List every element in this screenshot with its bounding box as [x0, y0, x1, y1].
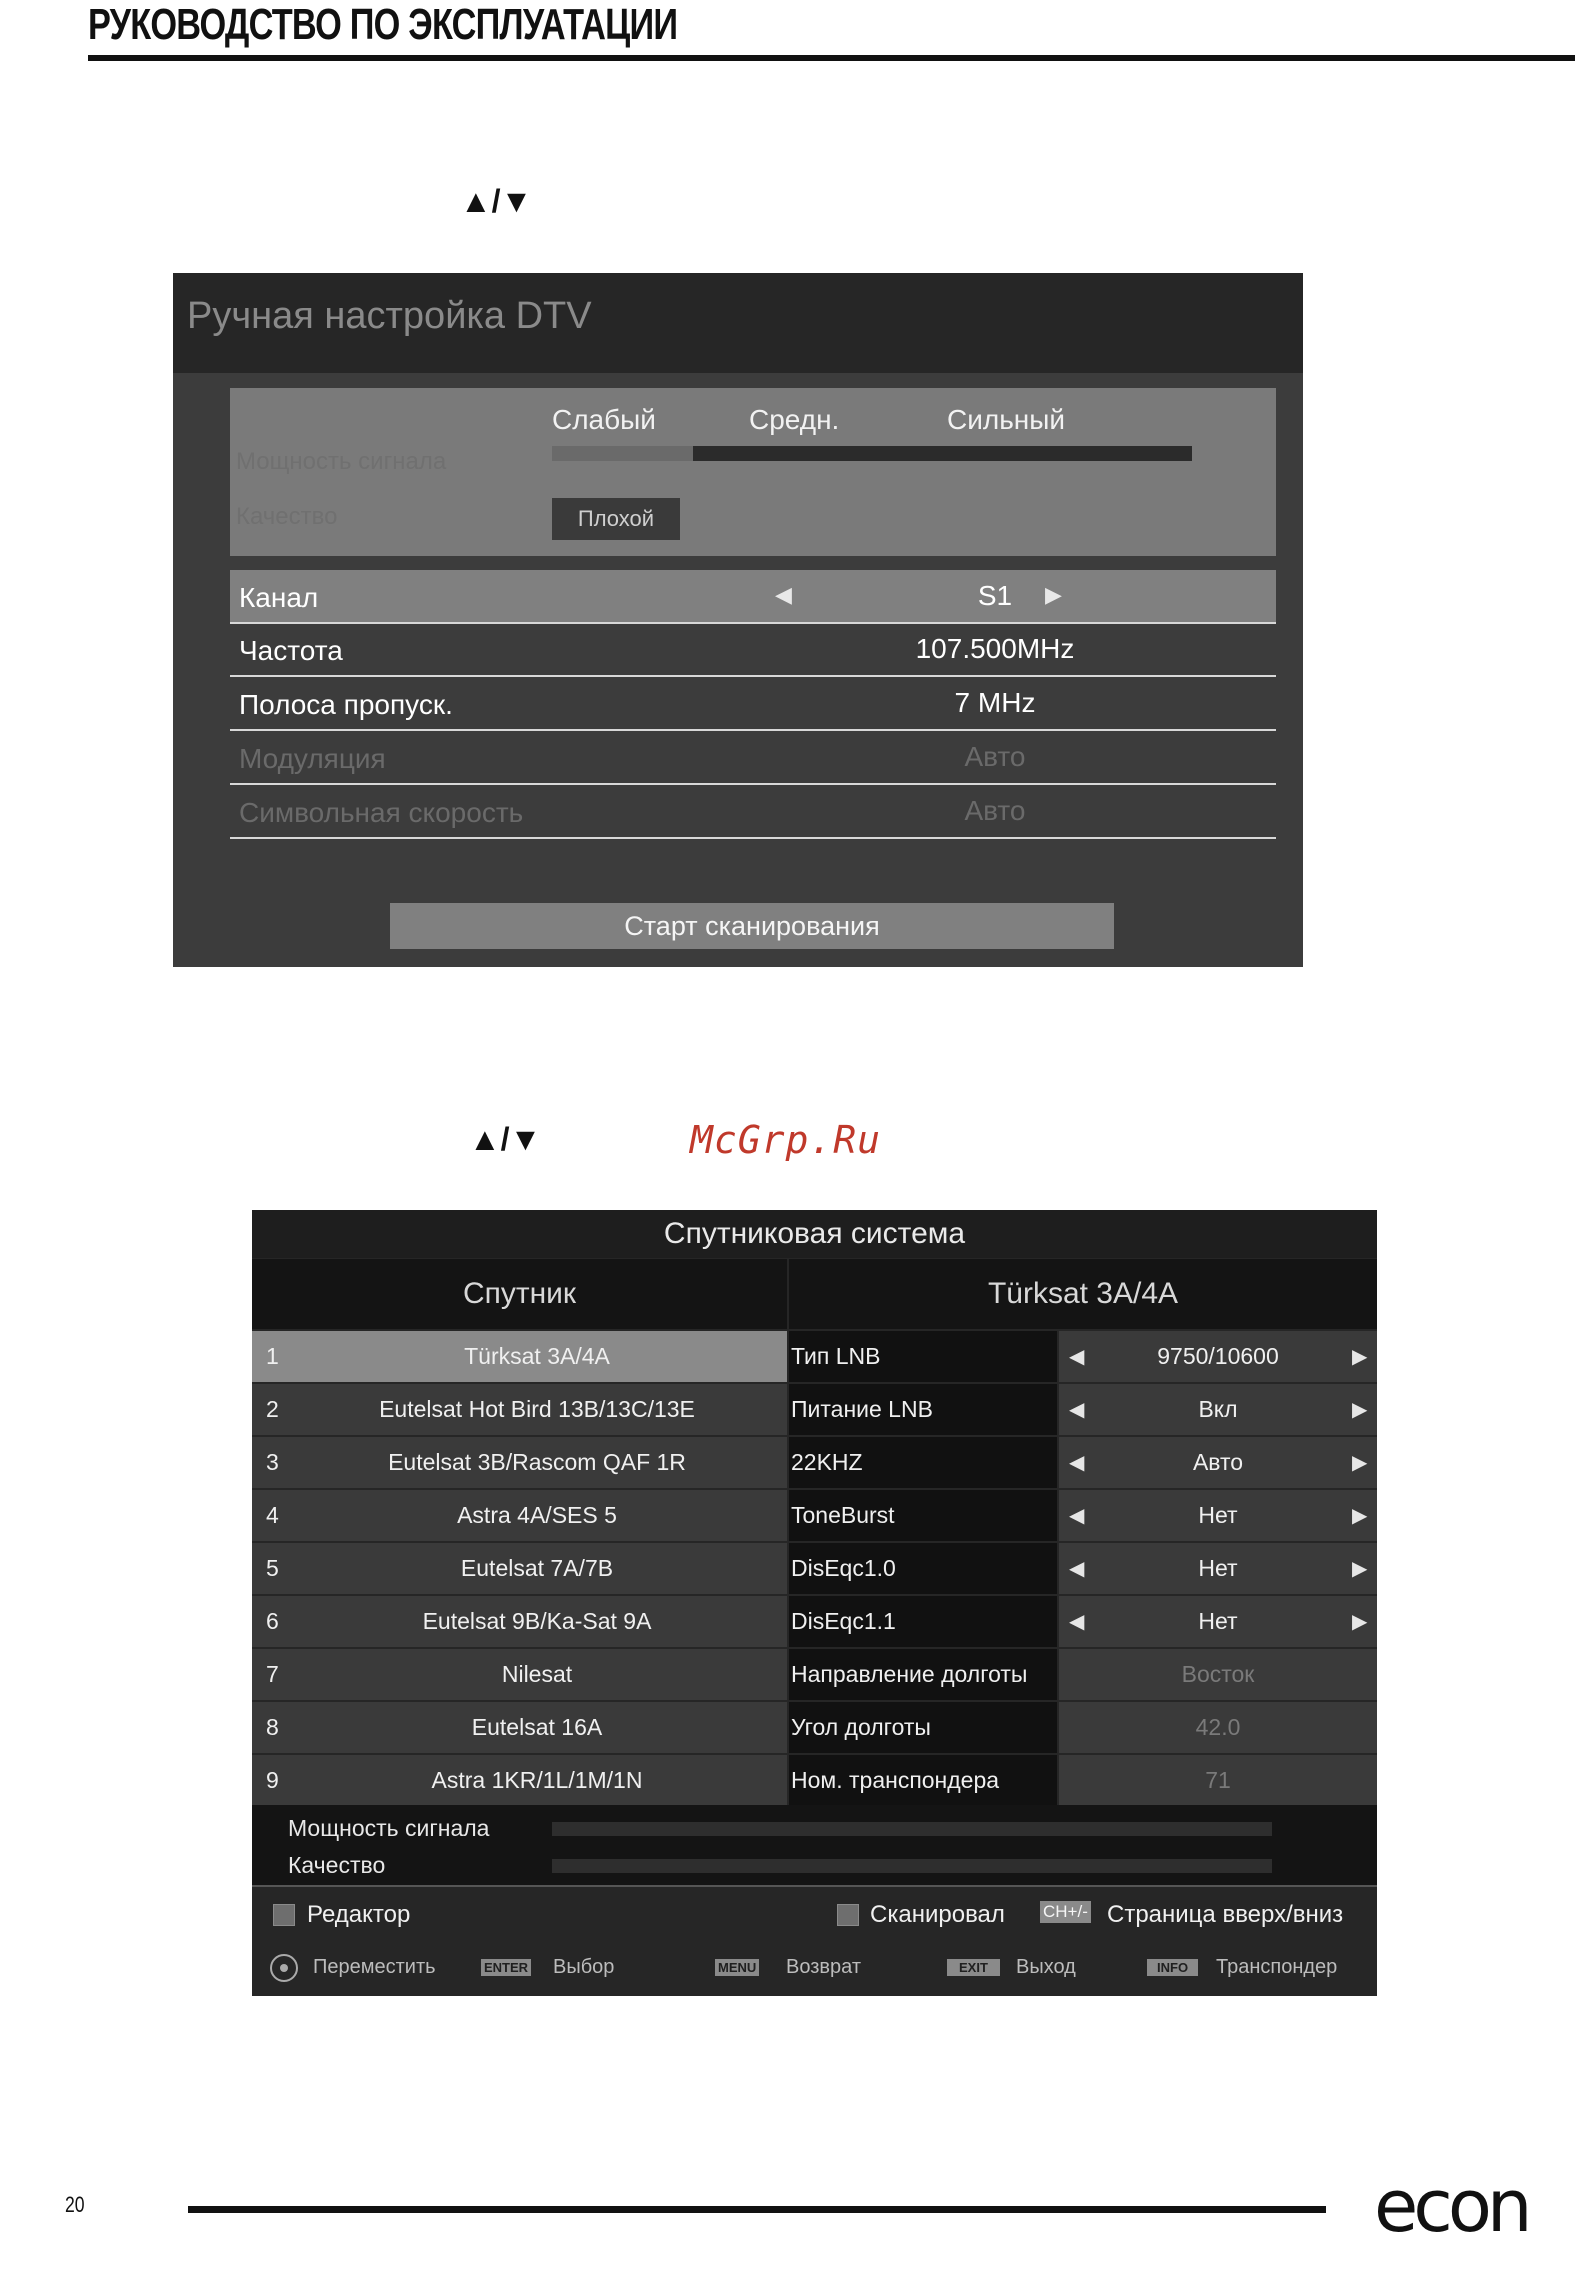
satellite-list-item[interactable] [252, 1596, 787, 1649]
watermark: McGrp.Ru [690, 1118, 882, 1162]
arrow-left-icon[interactable]: ◀ [1069, 1611, 1085, 1633]
arrow-left-icon[interactable]: ◀ [775, 582, 792, 607]
satellite-system-screen [252, 1210, 1377, 1996]
satellite-number: 7 [266, 1661, 279, 1687]
arrow-right-icon[interactable]: ▶ [1352, 1399, 1368, 1421]
select-hint: Выбор [553, 1956, 615, 1978]
tuning-row[interactable] [230, 570, 1276, 624]
arrow-right-icon[interactable]: ▶ [1352, 1558, 1368, 1580]
signal-strength-fill [552, 446, 693, 461]
satellite-name: Eutelsat 9B/Ka-Sat 9A [422, 1608, 652, 1634]
param-value-cell[interactable] [1059, 1384, 1377, 1437]
param-value-cell[interactable] [1059, 1596, 1377, 1649]
tuning-row-label: Частота [239, 635, 343, 666]
arrow-left-icon[interactable]: ◀ [1069, 1399, 1085, 1421]
quality-bar [552, 1859, 1272, 1873]
page-header: РУКОВОДСТВО ПО ЭКСПЛУАТАЦИИ [88, 0, 678, 49]
tuning-row-label: Канал [239, 582, 319, 613]
satellite-number: 3 [266, 1449, 279, 1475]
manual-tuning-title: Ручная настройка DTV [187, 295, 592, 337]
param-value: 9750/10600 [1157, 1343, 1279, 1369]
arrow-right-icon[interactable]: ▶ [1045, 582, 1062, 607]
signal-strength-faint-label: Мощность сигнала [236, 448, 447, 475]
signal-panel [230, 388, 1276, 556]
move-hint: Переместить [313, 1956, 436, 1978]
satellite-name: Eutelsat 7A/7B [460, 1555, 614, 1581]
tuning-row-label: Символьная скорость [239, 797, 524, 828]
signal-level-medium: Средн. [749, 404, 840, 435]
tuning-row-label: Модуляция [239, 743, 386, 774]
param-value: Нет [1198, 1555, 1238, 1581]
param-label-cell [789, 1490, 1057, 1543]
selected-satellite-header: Türksat 3A/4A [789, 1259, 1377, 1329]
param-value: Нет [1198, 1502, 1238, 1528]
satellite-list-item[interactable] [252, 1649, 787, 1702]
tuning-row-value: Авто [964, 795, 1026, 826]
param-label: DisEqc1.1 [791, 1608, 896, 1634]
arrows-2: ▲/▼ [469, 1121, 542, 1157]
satellite-list-item[interactable] [252, 1702, 787, 1755]
transponder-hint: Транспондер [1216, 1956, 1338, 1978]
param-label-cell [789, 1649, 1057, 1702]
param-value: 42.0 [1195, 1714, 1241, 1740]
tuning-row-value: Авто [964, 741, 1026, 772]
tuning-row-value: 7 MHz [954, 687, 1036, 718]
param-value: Нет [1198, 1608, 1238, 1634]
tuning-row-value: 107.500MHz [915, 633, 1075, 664]
manual-tuning-title-bar [173, 273, 1303, 373]
signal-level-weak: Слабый [552, 404, 656, 435]
editor-checkbox[interactable] [273, 1904, 295, 1926]
param-value: Восток [1181, 1661, 1255, 1687]
arrow-right-icon[interactable]: ▶ [1352, 1505, 1368, 1527]
param-value-cell[interactable] [1059, 1543, 1377, 1596]
tuning-row-value: S1 [977, 580, 1013, 611]
param-value: 71 [1205, 1767, 1231, 1793]
satellite-number: 9 [266, 1767, 279, 1793]
param-label-cell [789, 1596, 1057, 1649]
param-label-cell [789, 1437, 1057, 1490]
satellite-name: Astra 4A/SES 5 [457, 1502, 617, 1528]
param-label-cell [789, 1543, 1057, 1596]
satellite-list-item[interactable] [252, 1755, 787, 1808]
menu-key: MENU [715, 1959, 759, 1976]
param-label-cell [789, 1755, 1057, 1808]
scan-checkbox[interactable] [837, 1904, 859, 1926]
scan-label: Сканировал [870, 1901, 1005, 1928]
satellite-number: 1 [266, 1343, 279, 1369]
param-label-cell [789, 1384, 1057, 1437]
arrow-left-icon[interactable]: ◀ [1069, 1558, 1085, 1580]
satellite-column-header: Спутник [252, 1259, 787, 1329]
satellite-list-item[interactable] [252, 1437, 787, 1490]
param-label: 22KHZ [791, 1449, 863, 1475]
editor-label: Редактор [307, 1901, 411, 1928]
satellite-number: 6 [266, 1608, 279, 1634]
param-label: Направление долготы [791, 1661, 1028, 1687]
exit-key: EXIT [947, 1959, 1000, 1976]
satellite-name: Eutelsat 3B/Rascom QAF 1R [388, 1449, 686, 1475]
signal-strength-bar [552, 446, 1192, 461]
param-label: DisEqc1.0 [791, 1555, 896, 1581]
param-label: Угол долготы [791, 1714, 931, 1740]
arrow-right-icon[interactable]: ▶ [1352, 1452, 1368, 1474]
exit-hint: Выход [1016, 1956, 1076, 1978]
start-scan-button[interactable]: Старт сканирования [390, 903, 1114, 949]
param-value-cell[interactable] [1059, 1437, 1377, 1490]
page-updown-label: Страница вверх/вниз [1107, 1901, 1344, 1928]
param-label: Питание LNB [791, 1396, 933, 1422]
param-label: Тип LNB [791, 1343, 881, 1369]
page-number: 20 [65, 2192, 85, 2217]
param-label: ToneBurst [791, 1502, 895, 1528]
tuning-row[interactable] [230, 677, 1276, 731]
arrow-right-icon[interactable]: ▶ [1352, 1611, 1368, 1633]
tuning-row[interactable] [230, 623, 1276, 677]
footer-rule [188, 2206, 1326, 2213]
ch-key: CH+/- [1040, 1901, 1091, 1923]
satellite-footer [252, 1887, 1377, 1996]
tuning-row-label: Полоса пропуск. [239, 689, 453, 720]
satellite-list-item[interactable] [252, 1331, 787, 1384]
satellite-number: 4 [266, 1502, 279, 1528]
satellite-list-item[interactable] [252, 1490, 787, 1543]
satellite-list-item[interactable] [252, 1543, 787, 1596]
back-hint: Возврат [786, 1956, 861, 1978]
info-key: INFO [1147, 1959, 1198, 1976]
satellite-name: Astra 1KR/1L/1M/1N [431, 1767, 643, 1793]
signal-quality-faint-label: Качество [236, 503, 338, 530]
arrows-1: ▲/▼ [460, 183, 533, 219]
tuning-row[interactable] [230, 731, 1276, 785]
param-label: Ном. транспондера [791, 1767, 1000, 1793]
satellite-list-item[interactable] [252, 1384, 787, 1437]
satellite-number: 5 [266, 1555, 279, 1581]
satellite-system-title: Спутниковая система [252, 1210, 1377, 1258]
signal-level-strong: Сильный [947, 404, 1066, 435]
enter-key: ENTER [481, 1959, 531, 1976]
tuning-row[interactable] [230, 785, 1276, 839]
param-value-cell[interactable] [1059, 1490, 1377, 1543]
satellite-name: Eutelsat 16A [471, 1714, 603, 1740]
arrow-left-icon[interactable]: ◀ [1069, 1452, 1085, 1474]
manual-tuning-screen [173, 273, 1303, 967]
satellite-name: Türksat 3A/4A [464, 1343, 610, 1369]
signal-strength-bar [552, 1822, 1272, 1836]
header-rule [88, 55, 1575, 61]
param-value-cell[interactable] [1059, 1649, 1377, 1702]
satellite-number: 8 [266, 1714, 279, 1740]
param-value: Вкл [1198, 1396, 1238, 1422]
signal-strength-label: Мощность сигнала [288, 1815, 490, 1841]
param-label-cell [789, 1331, 1057, 1384]
satellite-number: 2 [266, 1396, 279, 1422]
navigation-pad-icon [270, 1954, 298, 1982]
arrow-left-icon[interactable]: ◀ [1069, 1505, 1085, 1527]
signal-area [252, 1805, 1377, 1885]
param-value-cell[interactable] [1059, 1702, 1377, 1755]
arrow-right-icon[interactable]: ▶ [1352, 1346, 1368, 1368]
quality-indicator: Плохой [552, 498, 680, 540]
quality-label: Качество [288, 1852, 386, 1878]
satellite-name: Eutelsat Hot Bird 13B/13C/13E [379, 1396, 695, 1422]
param-value: Авто [1192, 1449, 1244, 1475]
satellite-name: Nilesat [501, 1661, 573, 1687]
econ-logo: econ [1374, 2164, 1528, 2248]
param-value-cell[interactable] [1059, 1331, 1377, 1384]
arrow-left-icon[interactable]: ◀ [1069, 1346, 1085, 1368]
param-label-cell [789, 1702, 1057, 1755]
param-value-cell[interactable] [1059, 1755, 1377, 1808]
